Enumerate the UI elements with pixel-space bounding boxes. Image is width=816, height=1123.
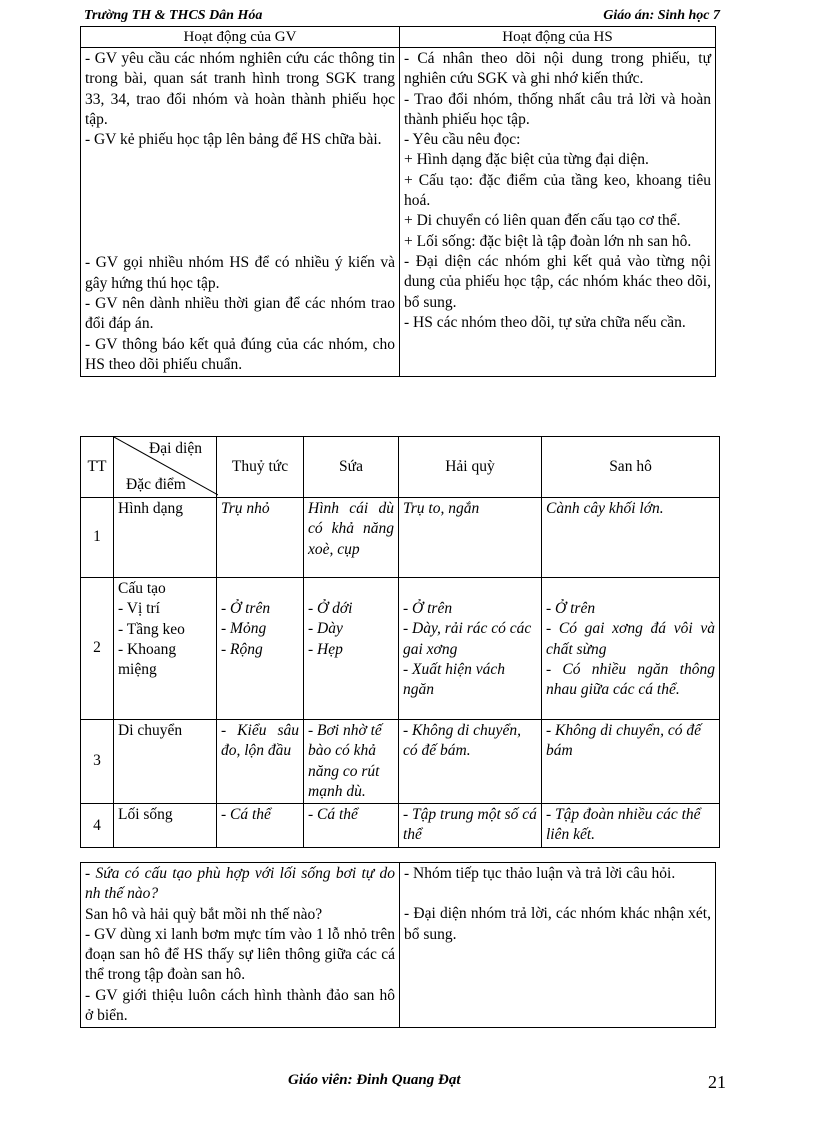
cell-line: - Ở trên: [546, 600, 596, 617]
gv-activities: [81, 48, 400, 377]
cell-line: - Ở trên: [221, 600, 271, 617]
cell: [399, 804, 542, 848]
row-number: 4: [81, 804, 114, 848]
label-line: - Khoang miệng: [118, 640, 177, 679]
cell: [304, 720, 399, 804]
row-label: [114, 498, 217, 578]
cell: [217, 804, 304, 848]
hs-activities: [400, 48, 716, 377]
label-line: Hình dạng: [118, 500, 184, 517]
cell-line: - Cá thể: [308, 806, 358, 824]
gv-item: - GV thông báo kết quả đúng của các nhóm, cho HS theo dõi phiếu chuẩn.: [85, 335, 395, 373]
label-line: - Vị trí: [118, 600, 160, 618]
row-number: 1: [81, 498, 114, 578]
hs-item: - Trao đổi nhóm, thống nhất câu trả lời và hoàn thành phiếu học tập.: [404, 90, 711, 128]
row-label: [114, 720, 217, 804]
cell-line: [546, 579, 715, 599]
cell-line: - Mỏng: [221, 620, 267, 638]
hs-item: + Lối sống: đặc biệt là tập đoàn lớn nh san hô.: [404, 232, 692, 250]
page-header: [84, 8, 720, 28]
hs-item: - HS các nhóm theo dõi, tự sửa chữa nếu cần.: [404, 313, 686, 331]
cell-line: Trụ to, ngắn: [403, 500, 480, 517]
activity-table: [80, 26, 716, 377]
row-number: 2: [81, 578, 114, 720]
gv-item: - GV kẻ phiếu học tập lên bảng để HS chữa bài.: [85, 131, 382, 149]
subject-title: Giáo án: Sinh học 7: [603, 8, 720, 23]
cell-line: - Dày, rải rác có các gai xơng: [403, 620, 532, 658]
cell: [217, 498, 304, 578]
comparison-table: [80, 436, 720, 848]
cell-line: - Xuất hiện vách ngăn: [403, 660, 506, 699]
cell: [304, 804, 399, 848]
cell: [542, 578, 720, 720]
cell: [304, 578, 399, 720]
cell: [542, 804, 720, 848]
col-header-hs: Hoạt động của HS: [400, 27, 716, 48]
gv-item: San hô và hải quỳ bắt mồi nh thế nào?: [85, 905, 323, 923]
hs-item: - Đại diện các nhóm ghi kết quả vào từng nội dung của phiếu học tập, các nhóm khác theo dõi, bổ sung.: [404, 252, 711, 311]
cell-line: - Ở trên: [403, 600, 453, 617]
cell-line: - Có gai xơng đá vôi và chất sừng: [546, 620, 715, 658]
row-label: [114, 578, 217, 720]
cell: [399, 498, 542, 578]
gv-item: - GV dùng xi lanh bơm mực tím vào 1 lỗ nhỏ trên đoạn san hô để HS thấy sự liên thông giữa các cá thể trong tập đoàn san hô.: [85, 925, 395, 984]
cell-line: - Không di chuyển, có đế bám: [546, 722, 701, 760]
hs-item: - Đại diện nhóm trả lời, các nhóm khác nhận xét, bổ sung.: [404, 905, 711, 943]
cell: [304, 498, 399, 578]
label-line: Cấu tạo: [118, 580, 166, 597]
hs-item: - Cá nhân theo dõi nội dung trong phiếu, tự nghiên cứu SGK và ghi nhớ kiến thức.: [404, 50, 711, 88]
table-row: [81, 720, 720, 804]
cell-line: - Không di chuyển, có đế bám.: [403, 722, 521, 760]
school-name: Trường TH & THCS Dân Hóa: [84, 8, 263, 23]
discussion-table: [80, 862, 716, 1028]
label-line: Lối sống: [118, 806, 173, 824]
cell: [399, 720, 542, 804]
cell-line: - Hẹp: [308, 640, 343, 658]
cell-line: Cành cây khối lớn.: [546, 500, 664, 517]
hs-discussion: [400, 863, 716, 1028]
gv-item: - GV giới thiệu luôn cách hình thành đảo san hô ở biển.: [85, 986, 395, 1025]
cell-line: Hình cái dù có khả năng xoè, cụp: [308, 500, 394, 558]
row-label: [114, 804, 217, 848]
table-row: [81, 804, 720, 848]
col-thuy-tuc: Thuỷ tức: [217, 437, 304, 498]
hs-item: + Hình dạng đặc biệt của từng đại diện.: [404, 151, 649, 169]
cell-line: Trụ nhỏ: [221, 500, 270, 517]
gv-question: - Sứa có cấu tạo phù hợp với lối sống bơi tự do nh thế nào?: [85, 865, 395, 903]
col-header-gv: Hoạt động của GV: [81, 27, 400, 48]
cell-line: - Dày: [308, 620, 343, 638]
gv-discussion: [81, 863, 400, 1028]
table-row: [81, 498, 720, 578]
gv-item: - GV yêu cầu các nhóm nghiên cứu các thông tin trong bài, quan sát tranh hình trong SGK trang 33, 34, trao đổi nhóm và hoàn thành phiếu học tập.: [85, 50, 395, 128]
col-sua: Sứa: [304, 437, 399, 498]
cell-line: [403, 579, 537, 599]
label-line: Di chuyển: [118, 722, 183, 739]
gv-item: - GV gọi nhiều nhóm HS để có nhiều ý kiến và gây hứng thú học tập.: [85, 254, 395, 292]
page-number: 21: [708, 1072, 726, 1092]
cell-line: - Rộng: [221, 640, 263, 658]
cell-line: - Ở dới: [308, 600, 353, 617]
label-line: - Tầng keo: [118, 620, 185, 638]
hs-item: + Di chuyển có liên quan đến cấu tạo cơ thể.: [404, 212, 681, 230]
teacher-name: Giáo viên: Đinh Quang Đạt: [288, 1072, 461, 1088]
cell: [399, 578, 542, 720]
cell-line: - Tập trung một số cá thể: [403, 806, 537, 844]
cell-line: - Có nhiều ngăn thông nhau giữa các cá thể.: [546, 660, 715, 699]
col-hai-quy: Hải quỳ: [399, 437, 542, 498]
cell-line: - Tập đoàn nhiều các thể liên kết.: [546, 806, 701, 844]
row-number: 3: [81, 720, 114, 804]
cell-line: [221, 579, 299, 599]
cell: [217, 578, 304, 720]
col-san-ho: San hô: [542, 437, 720, 498]
tt-header: TT: [81, 437, 114, 498]
diag-bottom-label: Đặc điểm: [126, 475, 186, 493]
cell-line: [308, 579, 394, 599]
cell: [542, 720, 720, 804]
cell: [217, 720, 304, 804]
diag-top-label: Đại diện: [149, 440, 202, 457]
hs-item: - Nhóm tiếp tục thảo luận và trả lời câu hỏi.: [404, 865, 676, 882]
diagonal-header-cell: [114, 437, 217, 498]
cell-line: - Bơi nhờ tế bào có khả năng co rút mạnh dù.: [308, 722, 382, 800]
cell-line: - Cá thể: [221, 806, 271, 824]
hs-item: - Yêu cầu nêu đọc:: [404, 131, 521, 149]
cell: [542, 498, 720, 578]
gv-item: - GV nên dành nhiều thời gian để các nhóm trao đổi đáp án.: [85, 295, 395, 333]
cell-line: - Kiểu sâu đo, lộn đầu: [221, 722, 299, 760]
hs-item: + Cấu tạo: đặc điểm của tầng keo, khoang tiêu hoá.: [404, 171, 711, 210]
table-row: [81, 578, 720, 720]
